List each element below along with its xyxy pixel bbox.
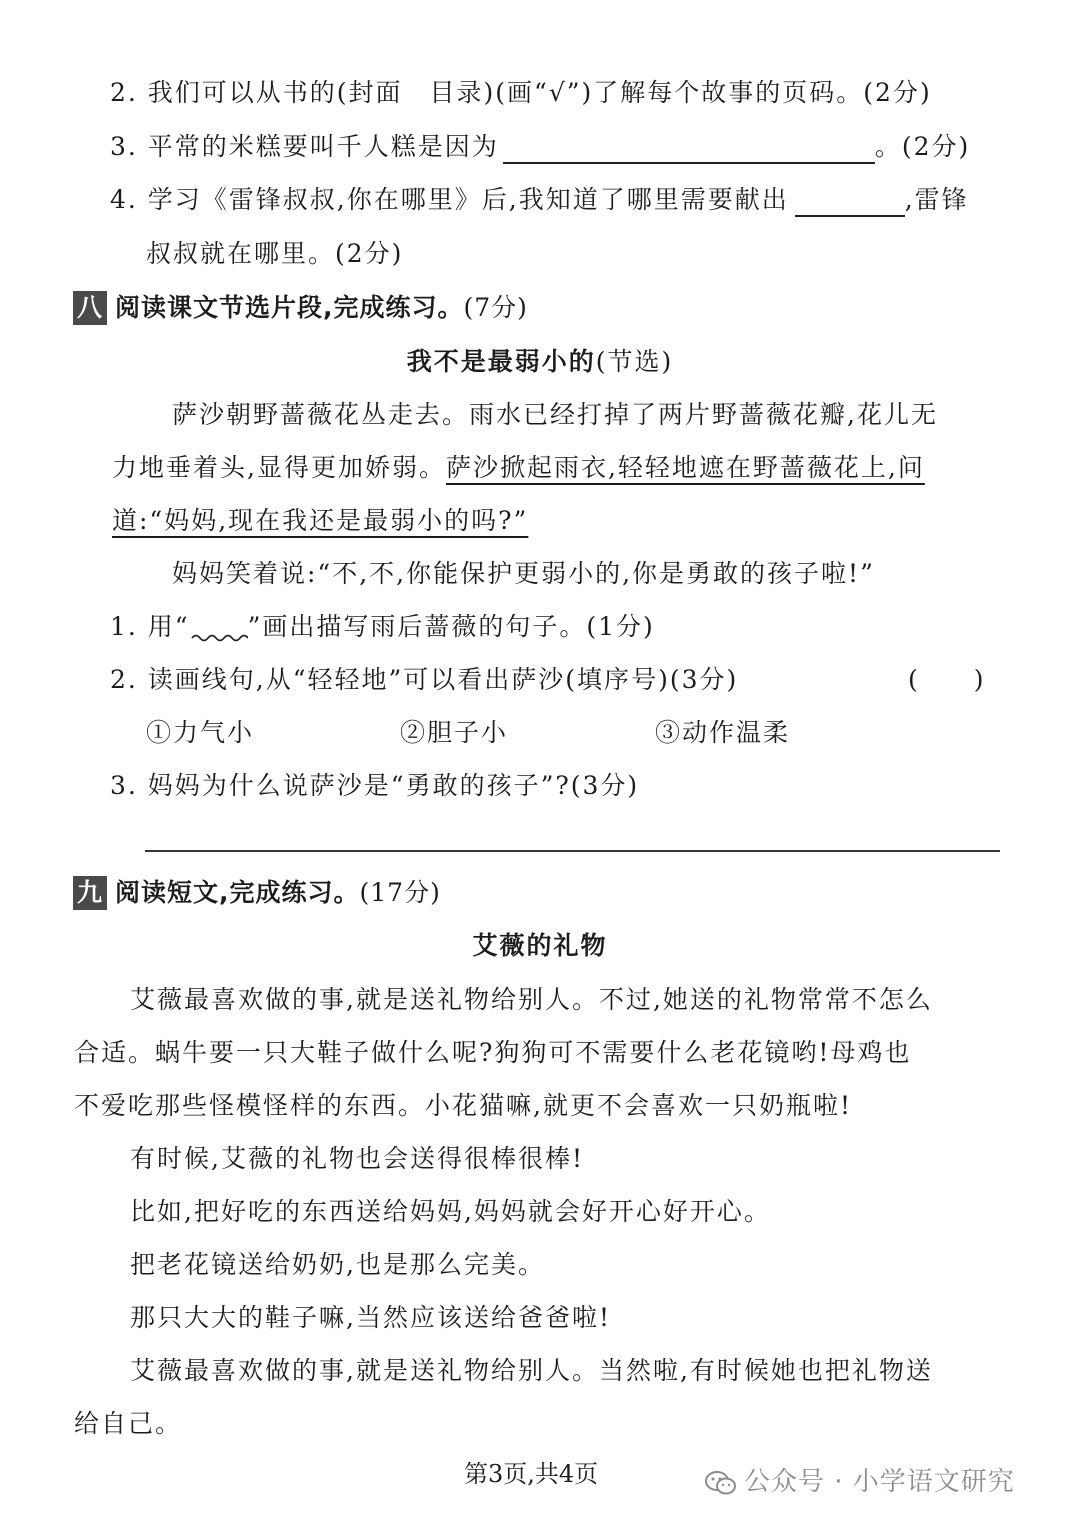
passage-8-line-1: 萨沙朝野蔷薇花丛走去。雨水已经打掉了两片野蔷薇花瓣,花儿无 xyxy=(172,400,938,429)
underlined-sentence-part-1: 萨沙掀起雨衣,轻轻地遮在野蔷薇花上,问 xyxy=(445,453,925,482)
question-7-3 xyxy=(110,130,970,164)
passage-9-line: 有时候,艾薇的礼物也会送得很棒很棒! xyxy=(130,1144,584,1173)
section-9-heading xyxy=(73,876,441,910)
section-8-number: 八 xyxy=(73,291,107,325)
passage-8-title xyxy=(0,345,1080,379)
section-9-title: 阅读短文,完成练习。 xyxy=(115,878,360,907)
section-9-points: (17分) xyxy=(359,878,441,907)
option-2: ②胆子小 xyxy=(400,718,509,747)
question-8-3: 3. 妈妈为什么说萨沙是“勇敢的孩子”?(3分) xyxy=(110,771,640,800)
passage-8-title-text: 我不是最弱小的 xyxy=(406,347,596,376)
question-7-3-points: 。(2分) xyxy=(874,132,971,161)
passage-9-line: 给自己。 xyxy=(74,1409,183,1438)
wechat-icon xyxy=(704,1469,738,1497)
passage-9-line: 艾薇最喜欢做的事,就是送礼物给别人。当然啦,有时候她也把礼物送 xyxy=(130,1356,933,1385)
section-8-heading xyxy=(73,291,528,325)
question-8-1-end: ”画出描写雨后蔷薇的句子。(1分) xyxy=(247,612,655,641)
question-7-3-text: 3. 平常的米糕要叫千人糕是因为 xyxy=(110,132,499,161)
option-3: ③动作温柔 xyxy=(655,718,791,747)
option-1: ①力气小 xyxy=(146,718,255,747)
passage-9-line: 合适。蜗牛要一只大鞋子做什么呢?狗狗可不需要什么老花镜哟!母鸡也 xyxy=(74,1038,912,1067)
answer-blank[interactable] xyxy=(503,134,875,164)
question-7-4-text: 4. 学习《雷锋叔叔,你在哪里》后,我知道了哪里需要献出 xyxy=(110,185,789,214)
passage-9-title: 艾薇的礼物 xyxy=(472,931,608,960)
question-7-2: 2. 我们可以从书的(封面 目录)(画“√”)了解每个故事的页码。(2分) xyxy=(110,78,932,107)
page-number: 第3页,共4页 xyxy=(464,1460,599,1488)
question-7-4-tail: ,雷锋 xyxy=(904,185,969,214)
passage-9-line: 那只大大的鞋子嘛,当然应该送给爸爸啦! xyxy=(130,1303,611,1332)
passage-8-line-2 xyxy=(112,451,925,485)
answer-blank[interactable] xyxy=(795,187,905,217)
section-9-number: 九 xyxy=(73,876,107,910)
question-8-1 xyxy=(110,610,655,644)
passage-8-title-note: (节选) xyxy=(595,347,674,376)
watermark xyxy=(704,1465,1015,1499)
question-8-2: 2. 读画线句,从“轻轻地”可以看出萨沙(填序号)(3分) xyxy=(110,665,739,694)
section-8-points: (7分) xyxy=(463,293,528,322)
passage-9-line: 比如,把好吃的东西送给妈妈,妈妈就会好开心好开心。 xyxy=(130,1197,771,1226)
wavy-line-icon xyxy=(190,614,248,644)
question-7-4 xyxy=(110,183,969,217)
question-7-4-continued: 叔叔就在哪里。(2分) xyxy=(146,239,404,268)
passage-9-line: 不爱吃那些怪模怪样的东西。小花猫嘛,就更不会喜欢一只奶瓶啦! xyxy=(74,1091,852,1120)
passage-8-line-2a: 力地垂着头,显得更加娇弱。 xyxy=(112,453,446,482)
passage-9-line: 艾薇最喜欢做的事,就是送礼物给别人。不过,她送的礼物常常不怎么 xyxy=(130,985,933,1014)
passage-9-line: 把老花镜送给奶奶,也是那么完美。 xyxy=(130,1250,545,1279)
answer-line[interactable] xyxy=(145,850,1000,852)
section-8-title: 阅读课文节选片段,完成练习。 xyxy=(115,293,464,322)
passage-8-line-4: 妈妈笑着说:“不,不,你能保护更弱小的,你是勇敢的孩子啦!” xyxy=(172,559,875,588)
passage-8-line-3 xyxy=(112,504,528,538)
underlined-sentence-part-2: 道:“妈妈,现在我还是最弱小的吗?” xyxy=(112,506,529,535)
question-8-1-start: 1. 用“ xyxy=(110,612,190,641)
watermark-text: 公众号 · 小学语文研究 xyxy=(744,1467,1015,1497)
answer-paren[interactable]: ( ) xyxy=(908,665,986,694)
